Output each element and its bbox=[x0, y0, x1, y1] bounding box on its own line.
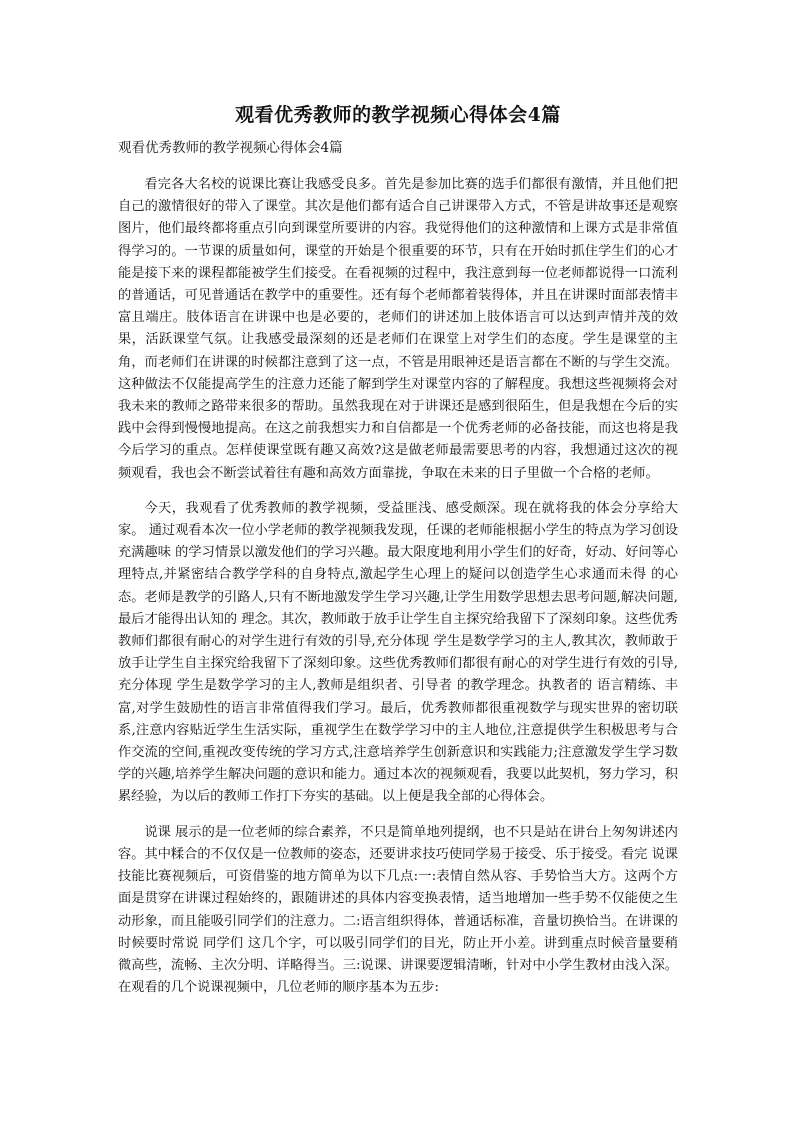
document-title: 观看优秀教师的教学视频心得体会4篇 bbox=[235, 104, 561, 126]
paragraph-1: 看完各大名校的说课比赛让我感受良多。首先是参加比赛的选手们都很有激情，并且他们把自己的激情很好的带入了课堂。其次是他们都有适合自己讲课带入方式，不管是讲故事还是观察图片，他们最终都将重点引向到课堂所要讲的内容。我觉得他们的这种激情和上课方式是非常值得学习的。一节课的质量如何，课堂的开始是个很重要的环节，只有在开始时抓住学生们的心才能是接下来的课程都能被学生们接受。在看视频的过程中，我注意到每一位老师都说得一口流利的普通话，可见普通话在教学中的重要性。还有每个老师都着装得体，并且在讲课时面部表情丰富且端庄。肢体语言在讲课中也是必要的，老师们的讲述加上肢体语言可以达到声情并茂的效果，活跃课堂气氛。让我感受最深刻的还是老师们在课堂上对学生们的态度。学生是课堂的主角，而老师们在讲课的时候都注意到了这一点，不管是用眼神还是语言都在不断的与学生交流。这种做法不仅能提高学生的注意力还能了解到学生对课堂内容的了解程度。我想这些视频将会对我未来的教师之路带来很多的帮助。虽然我现在对于讲课还是感到很陌生，但是我想在今后的实践中会得到慢慢地提高。在这之前我想实力和自信都是一个优秀老师的必备技能，而这也将是我今后学习的重点。怎样使课堂既有趣又高效?这是做老师最需要思考的内容，我想通过这次的视频观看，我也会不断尝试着往有趣和高效方面靠拢，争取在未来的日子里做一个合格的老师。 bbox=[118, 177, 678, 481]
paragraph-3: 说课 展示的是一位老师的综合素养，不只是简单地列提纲，也不只是站在讲台上匆匆讲述内容。其中糅合的不仅仅是一位教师的姿态，还要讲求技巧使同学易于接受、乐于接受。看完 说课 技能比赛视频后，可资借鉴的地方简单为以下几点:一:表情自然从容、手势恰当大方。这两个方面是贯穿在讲课过程始终的，跟随讲述的具体内容变换表情，适当地增加一些手势不仅能使之生动形象，而且能吸引同学们的注意力。二:语言组织得体，普通话标准，音量切换恰当。在讲课的时候要时常说 同学们 这几个字，可以吸引同学们的目光，防止开小差。讲到重点时候音量要稍微高些，流畅、主次分明、详略得当。三:说课、讲课要逻辑清晰，针对中小学生教材由浅入深。在观看的几个说课视频中，几位老师的顺序基本为五步: bbox=[118, 824, 678, 996]
document-subtitle: 观看优秀教师的教学视频心得体会4篇 bbox=[118, 140, 343, 156]
paragraph-2: 今天，我观看了优秀教师的教学视频，受益匪浅、感受颇深。现在就将我的体会分享给大家。 通过观看本次一位小学老师的教学视频我发现，任课的老师能根据小学生的特点为学习创设充满趣味 的学习情景以激发他们的学习兴趣。最大限度地利用小学生们的好奇，好动、好问等心理特点,并紧密结合教学学科的自身特点,激起学生心理上的疑问以创造学生心求通而未得 的心态。老师是教学的引路人,只有不断地激发学生学习兴趣,让学生用数学思想去思考问题,解决问题,最后才能得出认知的 理念。其次，教师敢于放手让学生自主探究给我留下了深刻印象。这些优秀教师们都很有耐心的对学生进行有效的引导,充分体现 学生是数学学习的主人,教其次，教师敢于放手让学生自主探究给我留下了深刻印象。这些优秀教师们都很有耐心的对学生进行有效的引导,充分体现 学生是数学学习的主人,教师是组织者、引导者 的教学理念。执教者的 语言精练、丰富,对学生鼓励性的语言非常值得我们学习。最后，优秀教师都很重视数学与现实世界的密切联系,注意内容贴近学生生活实际，重视学生在数学学习中的主人地位,注意提供学生积极思考与合作交流的空间,重视改变传统的学习方式,注意培养学生创新意识和实践能力;注意激发学生学习数学的兴趣,培养学生解决问题的意识和能力。通过本次的视频观看，我要以此契机，努力学习，积累经验，为以后的教师工作打下夯实的基础。以上便是我全部的心得体会。 bbox=[118, 500, 678, 805]
